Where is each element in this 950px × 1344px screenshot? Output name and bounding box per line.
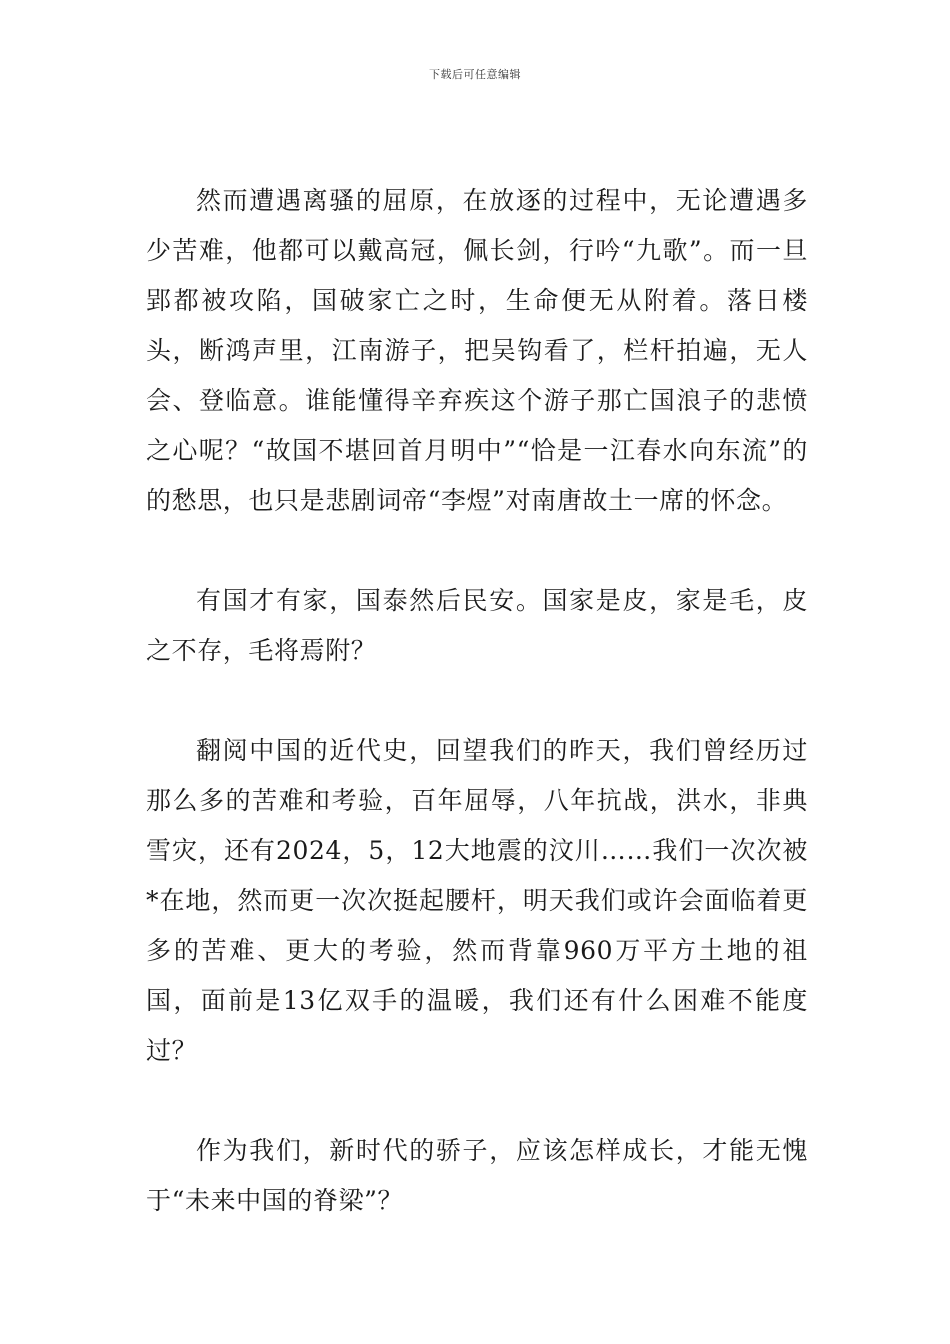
header-note: 下载后可任意编辑 — [429, 68, 521, 81]
document-body — [146, 176, 808, 1226]
paragraph-2: 有国才有家，国泰然后民安。国家是皮，家是毛，皮之不存，毛将焉附？ — [146, 586, 808, 665]
paragraph-4: 作为我们，新时代的骄子，应该怎样成长，才能无愧于“未来中国的脊梁”？ — [146, 1136, 808, 1215]
paragraph-3: 翻阅中国的近代史，回望我们的昨天，我们曾经历过那么多的苦难和考验，百年屈辱，八年抗战，洪水，非典雪灾，还有2024，5，12大地震的汶川……我们一次次被*在地，然而更一次次挺起腰杆，明天我们或许会面临着更多的苦难、更大的考验，然而背靠960万平方土地的祖国，面前是13亿双手的温暖，我们还有什么困难不能度过？ — [146, 736, 808, 1065]
paragraph-1: 然而遭遇离骚的屈原，在放逐的过程中，无论遭遇多少苦难，他都可以戴高冠，佩长剑，行吟“九歌”。而一旦郢都被攻陷，国破家亡之时，生命便无从附着。落日楼头，断鸿声里，江南游子，把吴钩看了，栏杆拍遍，无人会、登临意。谁能懂得辛弃疾这个游子那亡国浪子的悲愤之心呢？“故国不堪回首月明中”“恰是一江春水向东流”的的愁思，也只是悲剧词帝“李煜”对南唐故土一席的怀念。 — [146, 186, 808, 515]
